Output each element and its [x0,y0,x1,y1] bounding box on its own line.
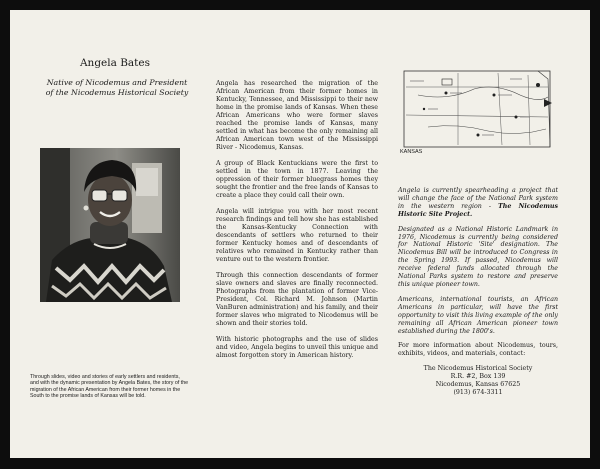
contact-block [398,365,558,397]
kansas-map-drawing [398,65,558,160]
subtitle-line-2: of the Nicodemus Historical Society [45,88,189,97]
project-info [398,187,558,397]
contact-address: R.R. #2, Box 139 [450,373,506,381]
designation-paragraph: Designated as a National Historic Landmark in 1976, Nicodemus is currently being considered for National Historic 'Site' designation. The Nicodemus Bill will be introduced to Congress in the Spring 1993. If passed, Nicodemus will receive federal funds allocated through the National Parks system to restore and preserve this unique pioneer town. [398,225,558,288]
project-name: The Nicodemus Historic Site Project. [398,202,558,218]
speaker-name: Angela Bates [79,57,151,69]
contact-intro: For more information about Nicodemus, tours, exhibits, videos, and materials, contact: [398,342,558,358]
portrait-image [40,148,180,302]
contact-organization: The Nicodemus Historical Society [423,365,533,373]
photo-caption: Through slides, video and stories of early settlers and residents, and with the dynamic presentation by Angela Bates, the story of the migration of the African American from their former homes in the South to the promise lands of Kansas will be told. [30,374,189,400]
speaker-photo [40,148,180,302]
article-body [216,80,378,368]
contact-phone: (913) 674-3311 [453,389,503,397]
paragraph: Angela will intrigue you with her most recent research findings and tell how she has established the Kansas-Kentucky Connection with descendants of settlers who returned to their former Kentucky homes and of descendants of relatives who remained in Kentucky rather than venture out to the western frontier. [216,208,378,263]
subtitle-line-1: Native of Nicodemus and President [46,78,188,87]
visitors-paragraph: Americans, international tourists, an African Americans in particular, will have the first opportunity to visit this living example of the only remaining all African American pioneer town established during the 1800's. [398,295,558,335]
paragraph: With historic photographs and the use of slides and video, Angela begins to unveil this unique and almost forgotten story in American history. [216,336,378,359]
paragraph: Through this connection descendants of former slave owners and slaves are finally reconnected. Photographs from the plantation of former Vice-President, Col. Richard M. Johnson (Martin VanBuren administration) and his family, and their former slaves who migrated to Nicodemus will be shown and their stories told. [216,272,378,327]
project-paragraph [398,187,558,219]
map-label: KANSAS [400,149,423,155]
paragraph: A group of Black Kentuckians were the first to settled in the town in 1877. Leaving the oppression of their former bluegrass homes they sought the frontier and the free lands of Kansas to create a place they could call their own. [216,160,378,199]
project-intro: Angela is currently spearheading a project that will change the face of the National Park system in the western region - [398,187,558,210]
contact-city: Nicodemus, Kansas 67625 [435,381,521,389]
flyer-page [10,10,590,458]
paragraph: Angela has researched the migration of the African American from their former homes in Kentucky, Tennessee, and Mississippi to their new home in the promise lands of Kansas. When these African Americans who were former slaves reached the promise lands of Kansas, many settled in what has become the only remaining all African American town west of the Mississippi River - Nicodemus, Kansas. [216,80,378,151]
speaker-subtitle [36,78,198,98]
kansas-map [398,65,558,160]
